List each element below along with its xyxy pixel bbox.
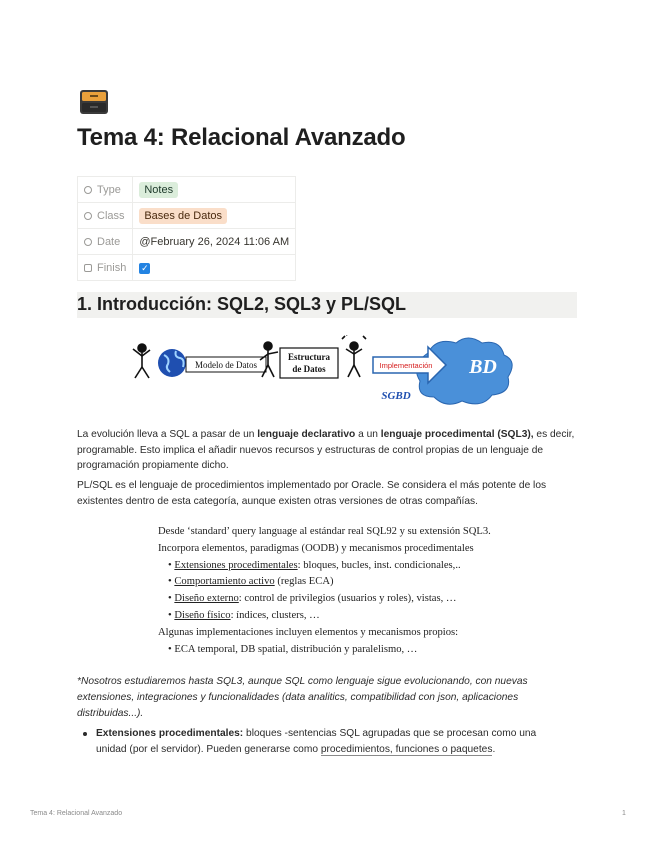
paragraph-plsql: PL/SQL es el lenguaje de procedimientos implementado por Oracle. Se considera el más potente de los existentes dentro de esta categoría, aunque existen otras versiones de otras compañías.	[77, 480, 547, 507]
property-row-class[interactable]	[78, 203, 296, 229]
paragraph-intro: La evolución lleva a SQL a pasar de un lenguaje declarativo a un lenguaje procedimental (SQL3), es decir, programable. Esto implica el añadir nuevos recursos y estructuras de control propias de un lenguaje de programación propiamente dicho.	[77, 429, 575, 471]
property-row-date[interactable]	[78, 229, 296, 255]
section-heading: 1. Introducción: SQL2, SQL3 y PL/SQL	[77, 292, 577, 318]
page-number: 1	[622, 810, 626, 817]
type-tag[interactable]: Notes	[139, 182, 178, 198]
slide-bullet: • Diseño físico: índices, clusters, …	[168, 609, 320, 621]
diagram-implementacion: Implementación	[379, 361, 433, 370]
sql-diagram-image	[128, 335, 528, 410]
bullet-dot	[83, 732, 87, 736]
italic-note: *Nosotros estudiaremos hasta SQL3, aunque SQL como lenguaje sigue evolucionando, con nuevas extensiones, integraciones y funcionalidades (data analitics, compatibilidad con json, aplicaciones distribuidas...).	[77, 676, 528, 719]
property-key: Class	[97, 209, 125, 222]
property-row-finish[interactable]	[78, 255, 296, 281]
properties-table	[77, 176, 296, 281]
clock-icon	[84, 238, 92, 246]
property-key: Finish	[97, 261, 127, 274]
diagram-sgbd: SGBD	[381, 390, 411, 402]
diagram-bd: BD	[469, 356, 497, 378]
property-key: Type	[97, 183, 121, 196]
list-item: Extensiones procedimentales: bloques -sentencias SQL agrupadas que se procesan como una unidad (por el servidor). Pueden generarse como procedimientos, funciones o paquetes.	[96, 726, 566, 758]
page-title: Tema 4: Relacional Avanzado	[77, 124, 406, 151]
finish-checkbox[interactable]: ✓	[141, 262, 149, 273]
slide-bullet: • Comportamiento activo (reglas ECA)	[168, 576, 334, 588]
slide-line: Algunas implementaciones incluyen elementos y mecanismos propios:	[158, 626, 459, 638]
scanned-slide	[158, 524, 508, 658]
diagram-estructura-1: Estructura	[288, 352, 330, 362]
slide-bullet: • Extensiones procedimentales: bloques, bucles, inst. condicionales,..	[168, 559, 461, 571]
slide-line: Incorpora elementos, paradigmas (OODB) y mecanismos procedimentales	[158, 542, 474, 554]
file-cabinet-icon	[78, 88, 110, 116]
diagram-modelo: Modelo de Datos	[195, 360, 257, 370]
date-value[interactable]: @February 26, 2024 11:06 AM	[139, 235, 290, 248]
diagram-estructura-2: de Datos	[292, 364, 326, 374]
stick-figure-icon	[342, 335, 366, 377]
checkbox-icon	[84, 264, 92, 272]
property-row-type[interactable]	[78, 177, 296, 203]
procedures-link[interactable]: procedimientos, funciones o paquetes	[320, 743, 493, 755]
globe-icon	[158, 349, 186, 377]
class-tag[interactable]: Bases de Datos	[139, 208, 227, 224]
slide-line: Desde ‘standard’ query language al estándar real SQL92 y su extensión SQL3.	[158, 526, 491, 537]
select-icon	[84, 212, 92, 220]
property-key: Date	[97, 235, 121, 248]
slide-bullet: • ECA temporal, DB spatial, distribución y paralelismo, …	[168, 643, 418, 655]
stick-figure-icon	[133, 344, 150, 378]
footer-title: Tema 4: Relacional Avanzado	[30, 810, 123, 817]
slide-bullet: • Diseño externo: control de privilegios (usuarios y roles), vistas, …	[168, 593, 457, 605]
select-icon	[84, 186, 92, 194]
